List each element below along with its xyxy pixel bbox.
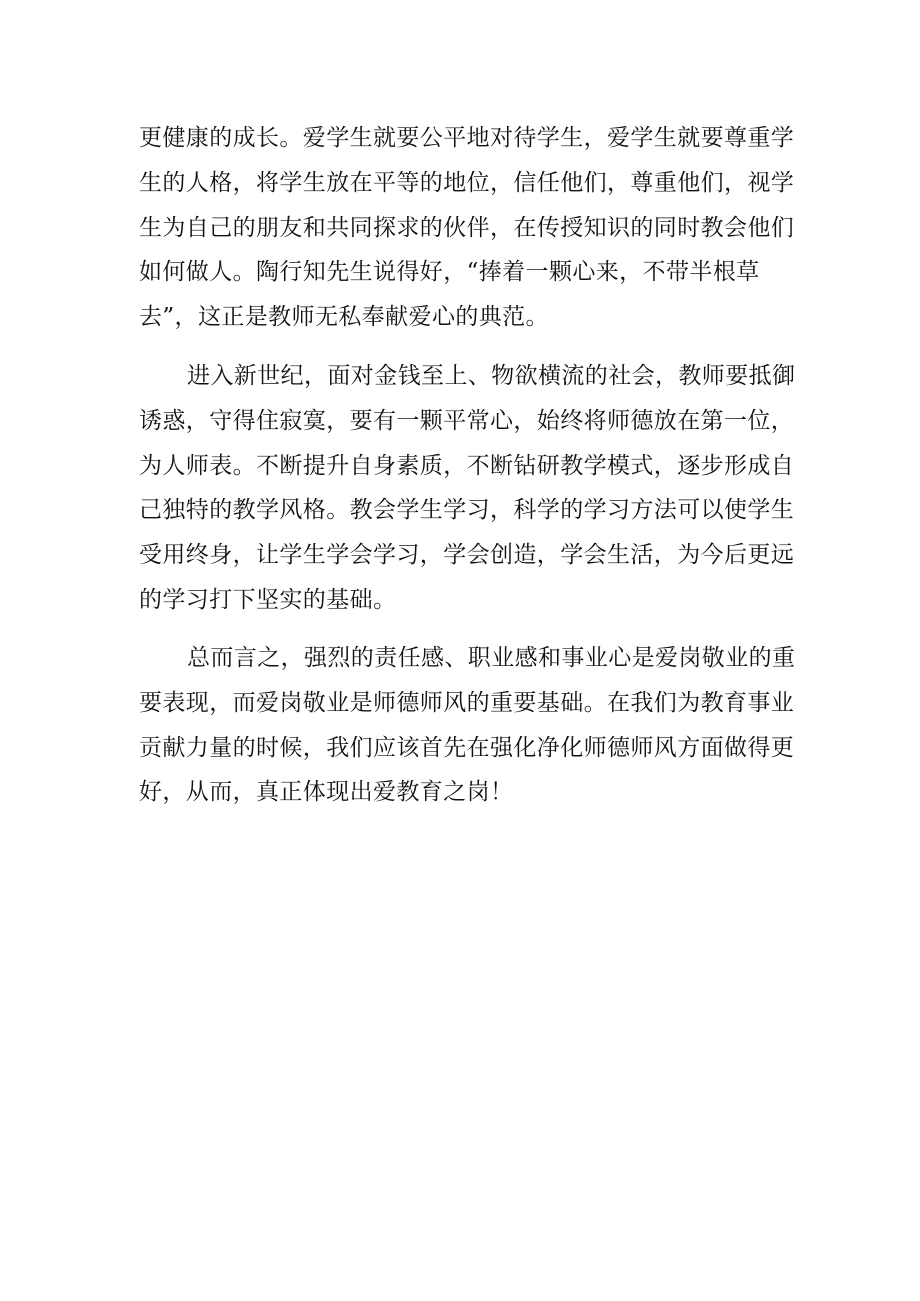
paragraph-2 xyxy=(139,354,799,623)
paragraph-line: 己独特的教学风格。教会学生学习，科学的学习方法可以使学生 xyxy=(139,497,795,524)
paragraph-line: 去”，这正是教师无私奉献爱心的典范。 xyxy=(139,304,549,331)
paragraph-line: 如何做人。陶行知先生说得好，“捧着一颗心来，不带半根草 xyxy=(139,259,760,286)
paragraph-line: 总而言之，强烈的责任感、职业感和事业心是爱岗敬业的重 xyxy=(187,645,796,671)
paragraph-line: 诱惑，守得住寂寞，要有一颗平常心，始终将师德放在第一位， xyxy=(139,407,795,434)
paragraph-line: 受用终身，让学生学会学习，学会创造，学会生活，为今后更远 xyxy=(139,542,795,569)
paragraph-line: 为人师表。不断提升自身素质，不断钻研教学模式，逐步形成自 xyxy=(139,452,795,479)
paragraph-line: 生为自己的朋友和共同探求的伙伴，在传授知识的同时教会他们 xyxy=(139,214,795,241)
paragraph-3 xyxy=(139,636,799,815)
paragraph-1 xyxy=(139,116,799,340)
paragraph-line: 贡献力量的时候，我们应该首先在强化净化师德师风方面做得更 xyxy=(139,734,795,761)
paragraph-line: 更健康的成长。爱学生就要公平地对待学生，爱学生就要尊重学 xyxy=(139,125,795,151)
paragraph-line: 要表现，而爱岗敬业是师德师风的重要基础。在我们为教育事业 xyxy=(139,689,795,716)
paragraph-line: 进入新世纪，面对金钱至上、物欲横流的社会，教师要抵御 xyxy=(187,363,796,389)
paragraph-line: 的学习打下坚实的基础。 xyxy=(139,586,397,613)
paragraph-line: 生的人格，将学生放在平等的地位，信任他们，尊重他们，视学 xyxy=(139,169,795,196)
paragraph-line: 好，从而，真正体现出爱教育之岗！ xyxy=(139,779,514,806)
